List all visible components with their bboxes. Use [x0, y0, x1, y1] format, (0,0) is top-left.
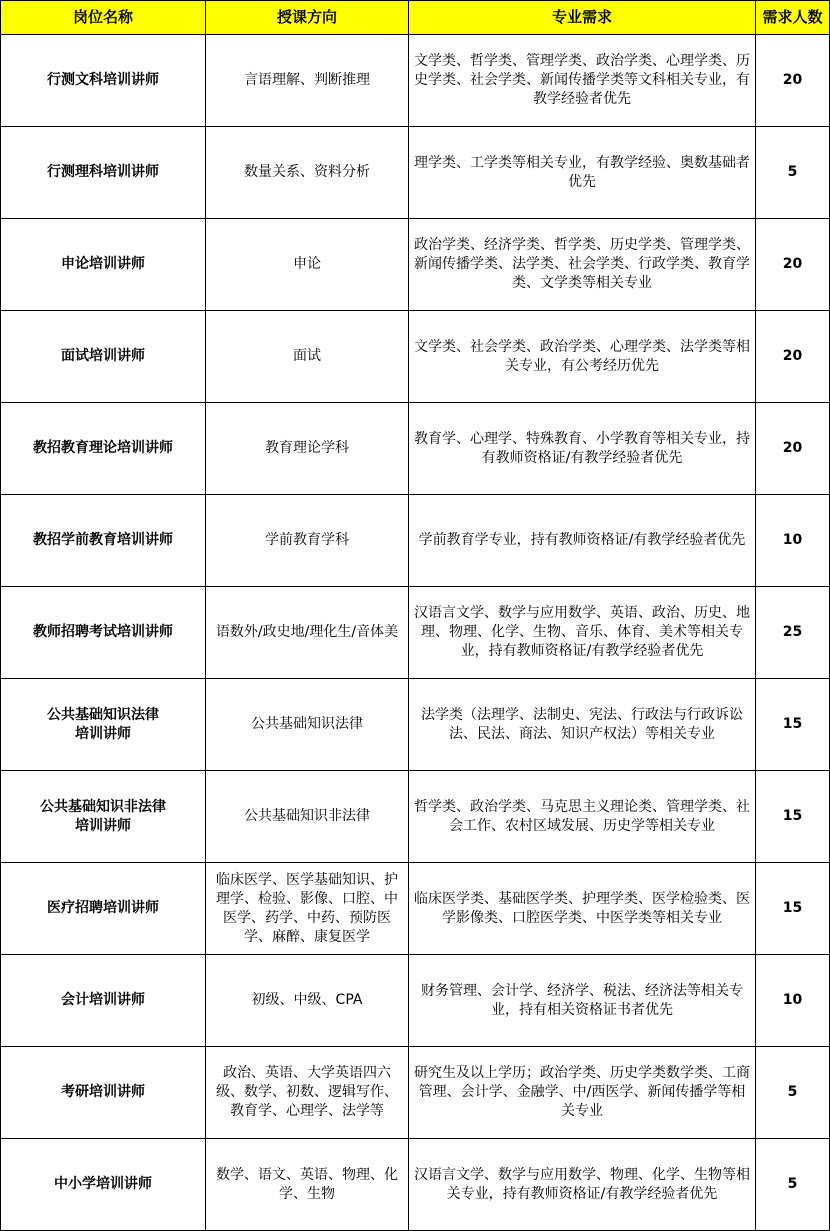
teaching-direction: 学前教育学科: [206, 495, 409, 587]
table-row: [1, 127, 830, 219]
headcount: 25: [756, 587, 830, 679]
position-name: [1, 771, 206, 863]
teaching-direction: 数学、语文、英语、物理、化学、生物: [206, 1139, 409, 1231]
position-name: 会计培训讲师: [1, 955, 206, 1047]
position-name: 行测理科培训讲师: [1, 127, 206, 219]
position-name: 中小学培训讲师: [1, 1139, 206, 1231]
major-requirement: 文学类、哲学类、管理学类、政治学类、心理学类、历史学类、社会学类、新闻传播学类等文科相关专业，有教学经验者优先: [409, 35, 756, 127]
header-count: 需求人数: [756, 1, 830, 35]
major-requirement: 法学类（法理学、法制史、宪法、行政法与行政诉讼法、民法、商法、知识产权法）等相关专业: [409, 679, 756, 771]
major-requirement: 临床医学类、基础医学类、护理学类、医学检验类、医学影像类、口腔医学类、中医学类等相关专业: [409, 863, 756, 955]
position-name-line: 培训讲师: [75, 725, 131, 742]
teaching-direction: 初级、中级、CPA: [206, 955, 409, 1047]
teaching-direction: 公共基础知识法律: [206, 679, 409, 771]
headcount: 20: [756, 311, 830, 403]
table-row: [1, 679, 830, 771]
table-row: [1, 35, 830, 127]
teaching-direction: 语数外/政史地/理化生/音体美: [206, 587, 409, 679]
headcount: 15: [756, 863, 830, 955]
headcount: 15: [756, 679, 830, 771]
table-row: [1, 403, 830, 495]
major-requirement: 文学类、社会学类、政治学类、心理学类、法学类等相关专业，有公考经历优先: [409, 311, 756, 403]
table-row: [1, 955, 830, 1047]
major-requirement: 哲学类、政治学类、马克思主义理论类、管理学类、社会工作、农村区域发展、历史学等相关专业: [409, 771, 756, 863]
teaching-direction: 申论: [206, 219, 409, 311]
major-requirement: 政治学类、经济学类、哲学类、历史学类、管理学类、新闻传播学类、法学类、社会学类、行政学类、教育学类、文学类等相关专业: [409, 219, 756, 311]
teaching-direction: 面试: [206, 311, 409, 403]
teaching-direction: 教育理论学科: [206, 403, 409, 495]
major-requirement: 研究生及以上学历；政治学类、历史学类数学类、工商管理、会计学、金融学、中/西医学、新闻传播学等相关专业: [409, 1047, 756, 1139]
headcount: 20: [756, 35, 830, 127]
position-name-line: 公共基础知识非法律: [40, 798, 166, 815]
position-name: [1, 679, 206, 771]
header-requirement: 专业需求: [409, 1, 756, 35]
teaching-direction: 公共基础知识非法律: [206, 771, 409, 863]
headcount: 10: [756, 955, 830, 1047]
position-name: 面试培训讲师: [1, 311, 206, 403]
header-row: [1, 1, 830, 35]
position-name: 教招学前教育培训讲师: [1, 495, 206, 587]
table-row: [1, 219, 830, 311]
table-row: [1, 587, 830, 679]
teaching-direction: 言语理解、判断推理: [206, 35, 409, 127]
header-direction: 授课方向: [206, 1, 409, 35]
position-name: 教师招聘考试培训讲师: [1, 587, 206, 679]
headcount: 10: [756, 495, 830, 587]
headcount: 5: [756, 1047, 830, 1139]
major-requirement: 财务管理、会计学、经济学、税法、经济法等相关专业，持有相关资格证书者优先: [409, 955, 756, 1047]
table-row: [1, 495, 830, 587]
position-name-line: 培训讲师: [75, 817, 131, 834]
headcount: 20: [756, 219, 830, 311]
position-name: 申论培训讲师: [1, 219, 206, 311]
major-requirement: 汉语言文学、数学与应用数学、物理、化学、生物等相关专业，持有教师资格证/有教学经验者优先: [409, 1139, 756, 1231]
table-row: [1, 771, 830, 863]
headcount: 20: [756, 403, 830, 495]
headcount: 15: [756, 771, 830, 863]
table-row: [1, 1047, 830, 1139]
teaching-direction: 政治、英语、大学英语四六级、数学、初数、逻辑写作、教育学、心理学、法学等: [206, 1047, 409, 1139]
table-row: [1, 863, 830, 955]
position-name: 行测文科培训讲师: [1, 35, 206, 127]
position-name: 教招教育理论培训讲师: [1, 403, 206, 495]
major-requirement: 教育学、心理学、特殊教育、小学教育等相关专业，持有教师资格证/有教学经验者优先: [409, 403, 756, 495]
position-name: 考研培训讲师: [1, 1047, 206, 1139]
headcount: 5: [756, 127, 830, 219]
major-requirement: 理学类、工学类等相关专业，有教学经验、奥数基础者优先: [409, 127, 756, 219]
position-name: 医疗招聘培训讲师: [1, 863, 206, 955]
table-row: [1, 311, 830, 403]
table-row: [1, 1139, 830, 1231]
position-name-line: 公共基础知识法律: [47, 706, 159, 723]
headcount: 5: [756, 1139, 830, 1231]
major-requirement: 汉语言文学、数学与应用数学、英语、政治、历史、地理、物理、化学、生物、音乐、体育、美术等相关专业，持有教师资格证/有教学经验者优先: [409, 587, 756, 679]
teaching-direction: 临床医学、医学基础知识、护理学、检验、影像、口腔、中医学、药学、中药、预防医学、麻醉、康复医学: [206, 863, 409, 955]
major-requirement: 学前教育学专业，持有教师资格证/有教学经验者优先: [409, 495, 756, 587]
teaching-direction: 数量关系、资料分析: [206, 127, 409, 219]
header-position: 岗位名称: [1, 1, 206, 35]
